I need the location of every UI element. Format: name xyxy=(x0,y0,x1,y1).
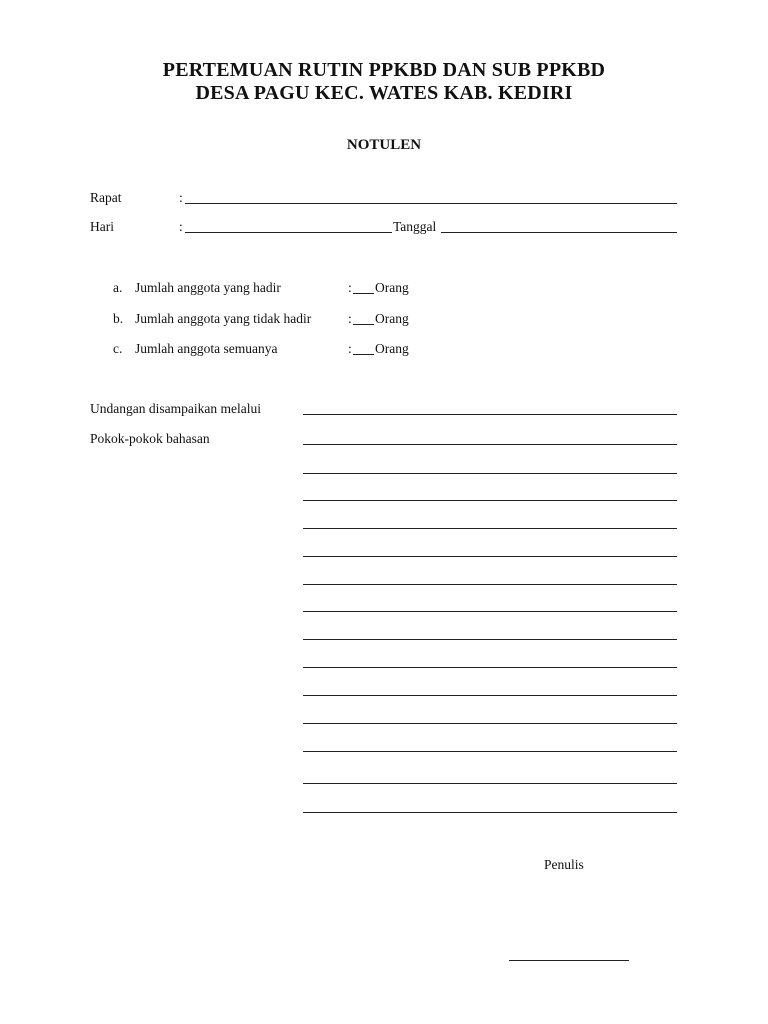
pokok-fill-line[interactable] xyxy=(303,667,677,668)
rapat-label: Rapat xyxy=(90,190,122,205)
pokok-fill-line[interactable] xyxy=(303,751,677,752)
list-marker: c. xyxy=(113,341,123,356)
pokok-fill-line[interactable] xyxy=(303,473,677,474)
list-marker: a. xyxy=(113,280,123,295)
document-title-line-1: PERTEMUAN RUTIN PPKBD DAN SUB PPKBD xyxy=(162,59,606,81)
document-title-line-2: DESA PAGU KEC. WATES KAB. KEDIRI xyxy=(195,82,573,104)
attendance-label: Jumlah anggota yang tidak hadir xyxy=(135,311,312,326)
pokok-fill-line[interactable] xyxy=(303,584,677,585)
pokok-label: Pokok-pokok bahasan xyxy=(90,431,210,446)
tanggal-label: Tanggal xyxy=(393,219,437,234)
pokok-fill-line[interactable] xyxy=(303,695,677,696)
attendance-colon: : xyxy=(348,341,352,356)
list-marker: b. xyxy=(113,311,124,326)
attendance-colon: : xyxy=(348,311,352,326)
pokok-fill-line[interactable] xyxy=(303,528,677,529)
pokok-fill-line[interactable] xyxy=(303,723,677,724)
attendance-label: Jumlah anggota yang hadir xyxy=(135,280,281,295)
attendance-count-line[interactable] xyxy=(353,354,374,355)
signature-label: Penulis xyxy=(544,857,584,872)
rapat-fill-line[interactable] xyxy=(185,203,677,204)
pokok-fill-line[interactable] xyxy=(303,500,677,501)
signature-line[interactable] xyxy=(509,960,629,961)
attendance-count-line[interactable] xyxy=(353,324,374,325)
pokok-fill-line[interactable] xyxy=(303,556,677,557)
hari-label: Hari xyxy=(90,219,114,234)
undangan-fill-line[interactable] xyxy=(303,414,677,415)
hari-fill-line[interactable] xyxy=(185,232,392,233)
rapat-colon: : xyxy=(179,190,183,205)
attendance-unit: Orang xyxy=(375,341,409,356)
tanggal-fill-line[interactable] xyxy=(441,232,677,233)
attendance-unit: Orang xyxy=(375,311,409,326)
document-subtitle: NOTULEN xyxy=(346,137,422,153)
undangan-label: Undangan disampaikan melalui xyxy=(90,401,261,416)
pokok-fill-line[interactable] xyxy=(303,611,677,612)
hari-colon: : xyxy=(179,219,183,234)
attendance-label: Jumlah anggota semuanya xyxy=(135,341,278,356)
pokok-fill-line[interactable] xyxy=(303,783,677,784)
pokok-fill-line[interactable] xyxy=(303,812,677,813)
pokok-fill-line[interactable] xyxy=(303,639,677,640)
attendance-unit: Orang xyxy=(375,280,409,295)
attendance-colon: : xyxy=(348,280,352,295)
pokok-fill-line[interactable] xyxy=(303,444,677,445)
attendance-count-line[interactable] xyxy=(353,293,374,294)
